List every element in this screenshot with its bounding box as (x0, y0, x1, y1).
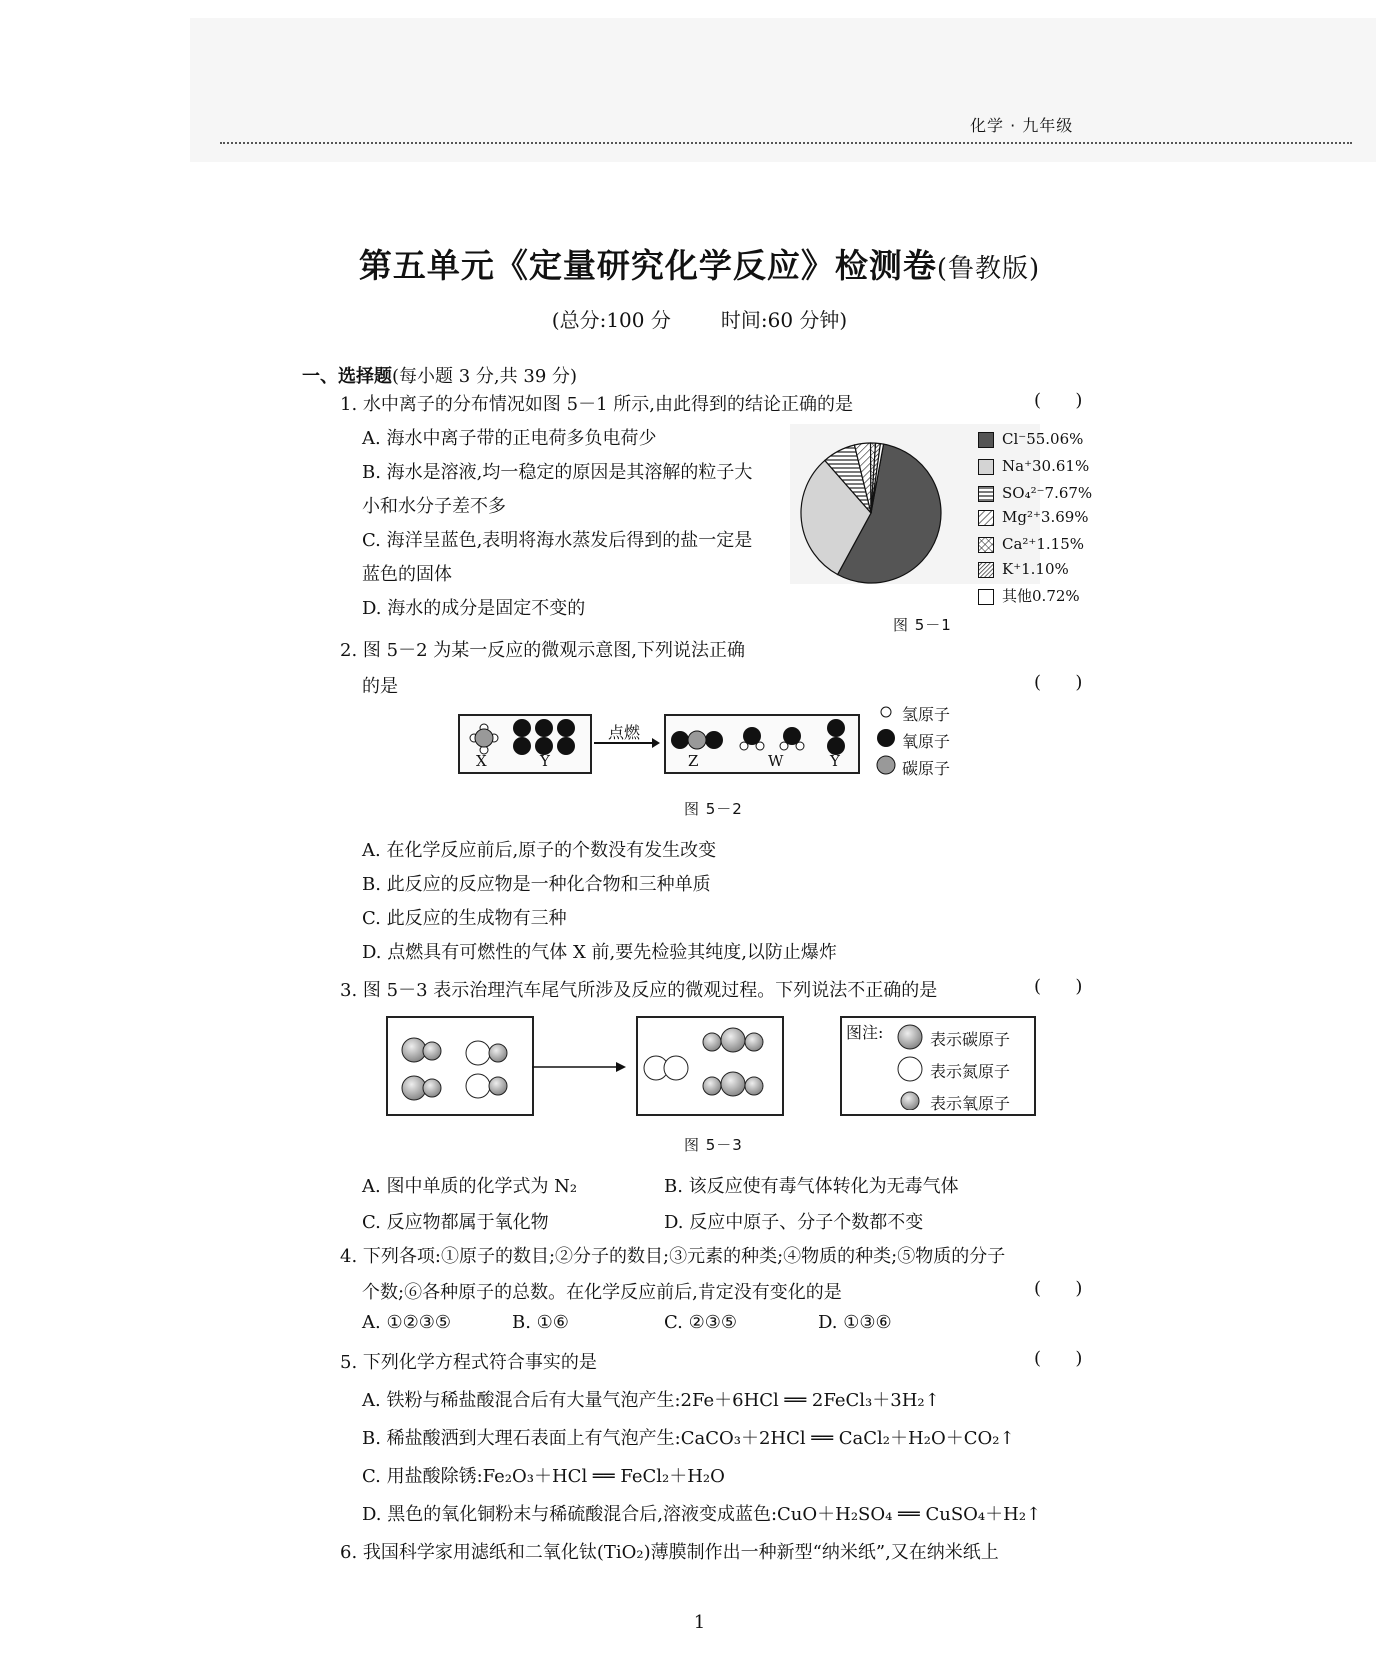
legend-label: Cl⁻ (1002, 430, 1027, 448)
label-w: W (768, 752, 784, 770)
q6-stem: 6. 我国科学家用滤纸和二氧化钛(TiO₂)薄膜制作出一种新型“纳米纸”,又在纳米纸上 (340, 1542, 999, 1563)
q4-option-c: C. ②③⑤ (664, 1312, 737, 1333)
legend-carbon: 碳原子 (902, 759, 951, 778)
q4-option-b: B. ①⑥ (512, 1312, 569, 1333)
legend-label: Ca²⁺ (1002, 535, 1037, 553)
pie-legend-item (978, 508, 1089, 526)
pie-legend-item (978, 585, 1080, 606)
section-title: 一、选择题 (302, 366, 392, 387)
q4-option-d: D. ①③⑥ (818, 1312, 892, 1333)
subject-grade-label: 化学 · 九年级 (970, 116, 1074, 135)
oxygen-molecules-y (513, 719, 575, 755)
title-version: (鲁教版) (936, 254, 1041, 284)
nitrogen-atom-key-icon (898, 1057, 922, 1081)
total-score: (总分:100 分 (551, 308, 671, 332)
q3-option-b: B. 该反应使有毒气体转化为无毒气体 (664, 1176, 959, 1197)
legend-label: 其他 (1002, 587, 1033, 605)
pie-legend-item (978, 560, 1069, 578)
legend-oxygen-key: 表示氧原子 (930, 1094, 1011, 1113)
co2-molecule-z (671, 731, 723, 749)
q1-option-b: B. 海水是溶液,均一稳定的原因是其溶解的粒子大 (362, 462, 753, 483)
ignition-label: 点燃 (608, 723, 641, 742)
q5-answer-blank[interactable]: ( ) (1034, 1348, 1083, 1369)
section-note: (每小题 3 分,共 39 分) (392, 366, 578, 387)
label-y: Y (540, 752, 550, 770)
legend-label: Mg²⁺ (1002, 508, 1041, 526)
pie-legend-item (978, 535, 1084, 553)
q4-stem: 4. 下列各项:①原子的数目;②分子的数目;③元素的种类;④物质的种类;⑤物质的分子 (340, 1246, 1006, 1267)
legend-swatch (978, 459, 994, 475)
q1-stem: 1. 水中离子的分布情况如图 5－1 所示,由此得到的结论正确的是 (340, 394, 853, 415)
q4-stem-cont: 个数;⑥各种原子的总数。在化学反应前后,肯定没有变化的是 (362, 1282, 842, 1303)
q4-option-a: A. ①②③⑤ (362, 1312, 451, 1333)
ion-distribution-pie-chart (796, 438, 946, 588)
pie-legend-item (978, 457, 1089, 475)
oxygen-atom-key-icon (901, 1092, 919, 1110)
legend-swatch (978, 537, 994, 553)
q1-option-c: C. 海洋呈蓝色,表明将海水蒸发后得到的盐一定是 (362, 530, 753, 551)
legend-value: 3.69% (1040, 508, 1089, 526)
page-header-band (190, 18, 1376, 162)
exam-info (0, 304, 1399, 333)
q3-option-c: C. 反应物都属于氧化物 (362, 1212, 549, 1233)
q5-option-c: C. 用盐酸除锈:Fe₂O₃＋HCl ══ FeCl₂＋H₂O (362, 1466, 725, 1487)
label-z: Z (688, 752, 699, 770)
q1-option-d: D. 海水的成分是固定不变的 (362, 598, 586, 619)
water-molecules-w (740, 727, 804, 750)
q3-stem: 3. 图 5－3 表示治理汽车尾气所涉及反应的微观过程。下列说法不正确的是 (340, 980, 938, 1001)
q2-option-b: B. 此反应的反应物是一种化合物和三种单质 (362, 874, 711, 895)
legend-swatch (978, 510, 994, 526)
q1-option-a: A. 海水中离子带的正电荷多负电荷少 (362, 428, 657, 449)
legend-swatch (978, 562, 994, 578)
legend-value: 30.61% (1032, 457, 1090, 475)
q4-answer-blank[interactable]: ( ) (1034, 1278, 1083, 1299)
title-main: 第五单元《定量研究化学反应》检测卷 (358, 246, 937, 285)
product-molecules-n2-co2 (638, 1018, 780, 1112)
page-number: 1 (693, 1612, 706, 1633)
q2-option-d: D. 点燃具有可燃性的气体 X 前,要先检验其纯度,以防止爆炸 (362, 942, 837, 963)
legend-value: 1.15% (1036, 535, 1085, 553)
q3-option-a: A. 图中单质的化学式为 N₂ (362, 1176, 578, 1197)
q5-option-a: A. 铁粉与稀盐酸混合后有大量气泡产生:2Fe＋6HCl ══ 2FeCl₃＋3H₂↑ (362, 1390, 940, 1411)
legend-value: 55.06% (1026, 430, 1084, 448)
atom-legend-icons (874, 702, 898, 782)
q2-stem: 2. 图 5－2 为某一反应的微观示意图,下列说法正确 (340, 640, 745, 661)
carbon-atom-key-icon (898, 1025, 922, 1049)
legend-carbon-key: 表示碳原子 (930, 1030, 1011, 1049)
reactant-molecules-co-no (388, 1018, 530, 1112)
header-divider (220, 142, 1352, 144)
legend-hydrogen: 氢原子 (902, 705, 951, 724)
label-x: X (476, 752, 487, 770)
q3-option-d: D. 反应中原子、分子个数都不变 (664, 1212, 924, 1233)
reaction-arrow-icon (592, 736, 662, 750)
figure-5-1-caption: 图 5－1 (893, 616, 952, 634)
legend-value: 7.67% (1044, 484, 1093, 502)
legend-value: 1.10% (1021, 560, 1069, 578)
legend-title: 图注: (846, 1023, 884, 1042)
q2-option-c: C. 此反应的生成物有三种 (362, 908, 567, 929)
section-heading (302, 362, 577, 388)
q2-option-a: A. 在化学反应前后,原子的个数没有发生改变 (362, 840, 717, 861)
figure-5-2-caption: 图 5－2 (684, 800, 743, 818)
hydrogen-atom-icon (881, 707, 891, 717)
legend-label: K⁺ (1002, 560, 1022, 578)
q3-answer-blank[interactable]: ( ) (1034, 976, 1083, 997)
pie-legend-item (978, 430, 1083, 448)
legend-swatch (978, 432, 994, 448)
q5-stem: 5. 下列化学方程式符合事实的是 (340, 1352, 597, 1373)
legend-swatch (978, 589, 994, 605)
q1-answer-blank[interactable]: ( ) (1034, 390, 1083, 411)
page-title (0, 240, 1399, 287)
legend-nitrogen-key: 表示氮原子 (930, 1062, 1011, 1081)
q2-answer-blank[interactable]: ( ) (1034, 672, 1083, 693)
legend-swatch (978, 486, 994, 502)
q5-option-d: D. 黑色的氧化铜粉末与稀硫酸混合后,溶液变成蓝色:CuO＋H₂SO₄ ══ CuSO₄＋H₂↑ (362, 1504, 1042, 1525)
legend-value: 0.72% (1032, 587, 1080, 605)
pie-legend-item (978, 484, 1092, 502)
legend-oxygen: 氧原子 (902, 732, 951, 751)
time-limit: 时间:60 分钟) (720, 308, 848, 332)
carbon-atom-icon (877, 756, 895, 774)
legend-label: Na⁺ (1002, 457, 1032, 475)
label-y-product: Y (830, 752, 840, 770)
q1-option-b-cont: 小和水分子差不多 (362, 496, 506, 517)
q1-option-c-cont: 蓝色的固体 (362, 564, 452, 585)
oxygen-molecule-y (827, 719, 845, 755)
legend-label: SO₄²⁻ (1002, 484, 1045, 502)
reaction-arrow-icon-2 (530, 1060, 630, 1074)
oxygen-atom-icon (877, 729, 895, 747)
methane-molecule-x (470, 724, 498, 754)
q5-option-b: B. 稀盐酸洒到大理石表面上有气泡产生:CaCO₃＋2HCl ══ CaCl₂＋H₂O＋CO₂↑ (362, 1428, 1015, 1449)
q2-stem-cont: 的是 (362, 676, 398, 697)
figure-5-3-caption: 图 5－3 (684, 1136, 743, 1154)
atom-key-icons (894, 1024, 928, 1110)
